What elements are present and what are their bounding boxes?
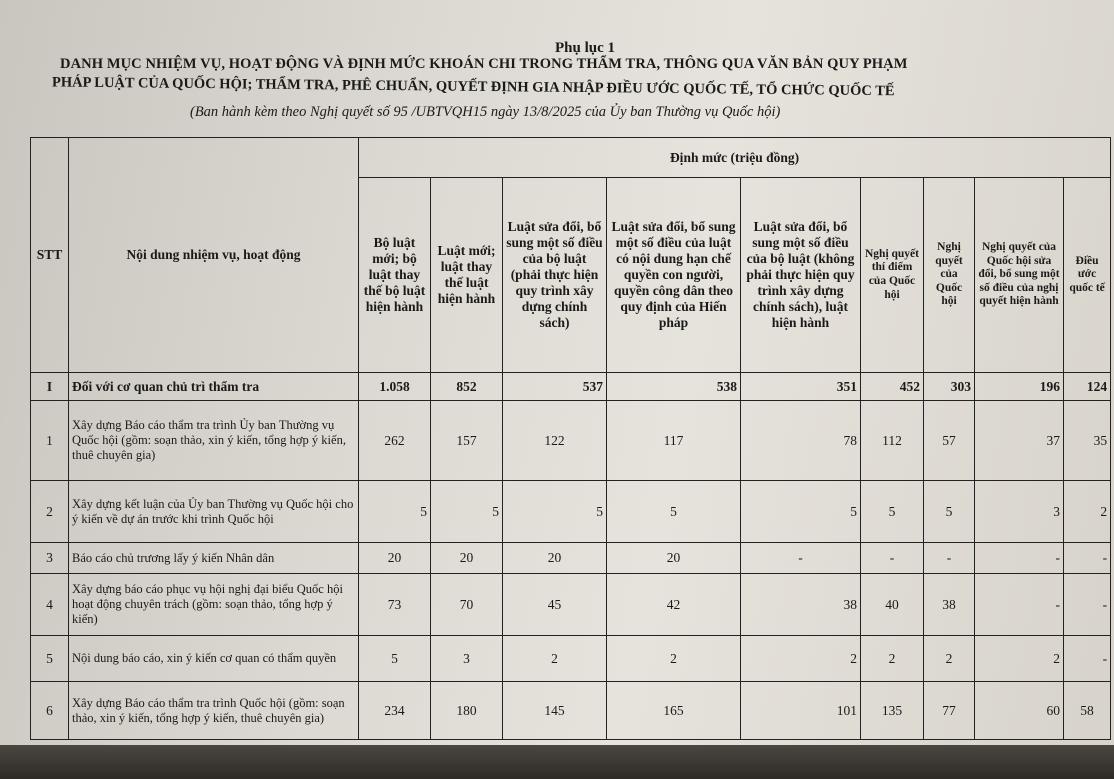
cell-value: - xyxy=(1064,543,1111,574)
table-row xyxy=(31,636,1111,682)
cell-value: 452 xyxy=(861,373,924,401)
cell-content: Báo cáo chủ trương lấy ý kiến Nhân dân xyxy=(69,543,359,574)
cell-value: 196 xyxy=(975,373,1064,401)
cell-value: 58 xyxy=(1064,682,1111,740)
cell-value: 57 xyxy=(924,401,975,481)
cell-value: 852 xyxy=(431,373,503,401)
header-col-9: Điều ước quốc tế xyxy=(1064,178,1111,373)
cell-value: 2 xyxy=(924,636,975,682)
cell-stt: 5 xyxy=(31,636,69,682)
cell-value: 5 xyxy=(741,481,861,543)
cell-value: 20 xyxy=(607,543,741,574)
header-norm-group: Định mức (triệu đồng) xyxy=(359,138,1111,178)
cell-stt: I xyxy=(31,373,69,401)
cell-stt: 3 xyxy=(31,543,69,574)
cell-value: 165 xyxy=(607,682,741,740)
table-row xyxy=(31,481,1111,543)
cell-value: 2 xyxy=(1064,481,1111,543)
cell-value: 145 xyxy=(503,682,607,740)
header-col-6: Nghị quyết thí điểm của Quốc hội xyxy=(861,178,924,373)
cell-value: 303 xyxy=(924,373,975,401)
title-line-1: DANH MỤC NHIỆM VỤ, HOẠT ĐỘNG VÀ ĐỊNH MỨC KHOÁN CHI TRONG THẨM TRA, THÔNG QUA VĂN BẢN QUY PHẠM xyxy=(60,56,908,72)
header-col-2: Luật mới; luật thay thế luật hiện hành xyxy=(431,178,503,373)
cell-value: 60 xyxy=(975,682,1064,740)
appendix-label: Phụ lục 1 xyxy=(555,40,616,56)
cell-value: 2 xyxy=(975,636,1064,682)
cell-value: 2 xyxy=(741,636,861,682)
header-col-1: Bộ luật mới; bộ luật thay thế bộ luật hiện hành xyxy=(359,178,431,373)
cell-value: 101 xyxy=(741,682,861,740)
cell-value: 5 xyxy=(607,481,741,543)
cell-value: 2 xyxy=(607,636,741,682)
cell-content: Xây dựng báo cáo phục vụ hội nghị đại biểu Quốc hội hoạt động chuyên trách (gồm: soạn thảo, tổng hợp ý kiến) xyxy=(69,574,359,636)
cell-content: Xây dựng kết luận của Ủy ban Thường vụ Quốc hội cho ý kiến về dự án trước khi trình Quốc hội xyxy=(69,481,359,543)
cell-value: 42 xyxy=(607,574,741,636)
cell-value: 70 xyxy=(431,574,503,636)
cell-value: 78 xyxy=(741,401,861,481)
table-row xyxy=(31,574,1111,636)
cell-stt: 1 xyxy=(31,401,69,481)
cell-value: 5 xyxy=(503,481,607,543)
cell-value: 2 xyxy=(861,636,924,682)
cell-value: 20 xyxy=(359,543,431,574)
header-content: Nội dung nhiệm vụ, hoạt động xyxy=(69,138,359,373)
header-stt: STT xyxy=(31,138,69,373)
cell-value: - xyxy=(861,543,924,574)
cell-content: Xây dựng Báo cáo thẩm tra trình Quốc hội (gồm: soạn thảo, xin ý kiến, tổng hợp ý kiến, thuê chuyên gia) xyxy=(69,682,359,740)
cell-value: 20 xyxy=(503,543,607,574)
cell-value: 1.058 xyxy=(359,373,431,401)
header-col-8: Nghị quyết của Quốc hội sửa đổi, bổ sung một số điều của nghị quyết hiện hành xyxy=(975,178,1064,373)
cell-value: 5 xyxy=(359,636,431,682)
header-col-7: Nghị quyết của Quốc hội xyxy=(924,178,975,373)
cell-value: 73 xyxy=(359,574,431,636)
cell-value: 5 xyxy=(431,481,503,543)
cell-value: - xyxy=(975,543,1064,574)
cell-value: 180 xyxy=(431,682,503,740)
table-row xyxy=(31,543,1111,574)
cell-content: Nội dung báo cáo, xin ý kiến cơ quan có thẩm quyền xyxy=(69,636,359,682)
cell-value: - xyxy=(1064,574,1111,636)
cell-value: 2 xyxy=(503,636,607,682)
table-row xyxy=(31,401,1111,481)
header-col-3: Luật sửa đổi, bổ sung một số điều của bộ luật (phải thực hiện quy trình xây dựng chính sách) xyxy=(503,178,607,373)
cell-value: 112 xyxy=(861,401,924,481)
cell-value: 40 xyxy=(861,574,924,636)
cell-value: 135 xyxy=(861,682,924,740)
cell-value: 3 xyxy=(431,636,503,682)
cell-value: - xyxy=(975,574,1064,636)
cell-stt: 4 xyxy=(31,574,69,636)
cell-stt: 6 xyxy=(31,682,69,740)
cell-value: 5 xyxy=(861,481,924,543)
cell-value: 45 xyxy=(503,574,607,636)
cell-content: Đối với cơ quan chủ trì thẩm tra xyxy=(69,373,359,401)
title-line-2: PHÁP LUẬT CỦA QUỐC HỘI; THẨM TRA, PHÊ CHUẨN, QUYẾT ĐỊNH GIA NHẬP ĐIỀU ƯỚC QUỐC TẾ, TỔ CHỨC QUỐC TẾ xyxy=(52,74,895,100)
cell-value: 234 xyxy=(359,682,431,740)
cell-value: 35 xyxy=(1064,401,1111,481)
cell-value: - xyxy=(1064,636,1111,682)
cell-value: 122 xyxy=(503,401,607,481)
cell-value: 124 xyxy=(1064,373,1111,401)
header-col-5: Luật sửa đổi, bổ sung một số điều của bộ luật (không phải thực hiện quy trình xây dựng chính sách), luật hiện hành xyxy=(741,178,861,373)
cell-value: 5 xyxy=(924,481,975,543)
photo-background-edge xyxy=(0,745,1114,779)
cell-value: 38 xyxy=(924,574,975,636)
cell-value: 537 xyxy=(503,373,607,401)
cell-value: - xyxy=(924,543,975,574)
cell-value: 37 xyxy=(975,401,1064,481)
cell-value: 538 xyxy=(607,373,741,401)
table-row xyxy=(31,682,1111,740)
header-col-4: Luật sửa đổi, bổ sung một số điều của luật có nội dung hạn chế quyền con người, quyền công dân theo quy định của Hiến pháp xyxy=(607,178,741,373)
cell-value: - xyxy=(741,543,861,574)
cell-value: 77 xyxy=(924,682,975,740)
cell-value: 262 xyxy=(359,401,431,481)
cell-stt: 2 xyxy=(31,481,69,543)
subtitle: (Ban hành kèm theo Nghị quyết số 95 /UBTVQH15 ngày 13/8/2025 của Ủy ban Thường vụ Quốc hội) xyxy=(190,104,781,120)
cell-value: 5 xyxy=(359,481,431,543)
cell-value: 117 xyxy=(607,401,741,481)
table-row-section xyxy=(31,373,1111,401)
cell-value: 3 xyxy=(975,481,1064,543)
cell-value: 157 xyxy=(431,401,503,481)
cell-value: 20 xyxy=(431,543,503,574)
cell-value: 38 xyxy=(741,574,861,636)
cell-value: 351 xyxy=(741,373,861,401)
norms-table xyxy=(30,137,1111,740)
cell-content: Xây dựng Báo cáo thẩm tra trình Ủy ban Thường vụ Quốc hội (gồm: soạn thảo, xin ý kiến, tổng hợp ý kiến, thuê chuyên gia) xyxy=(69,401,359,481)
